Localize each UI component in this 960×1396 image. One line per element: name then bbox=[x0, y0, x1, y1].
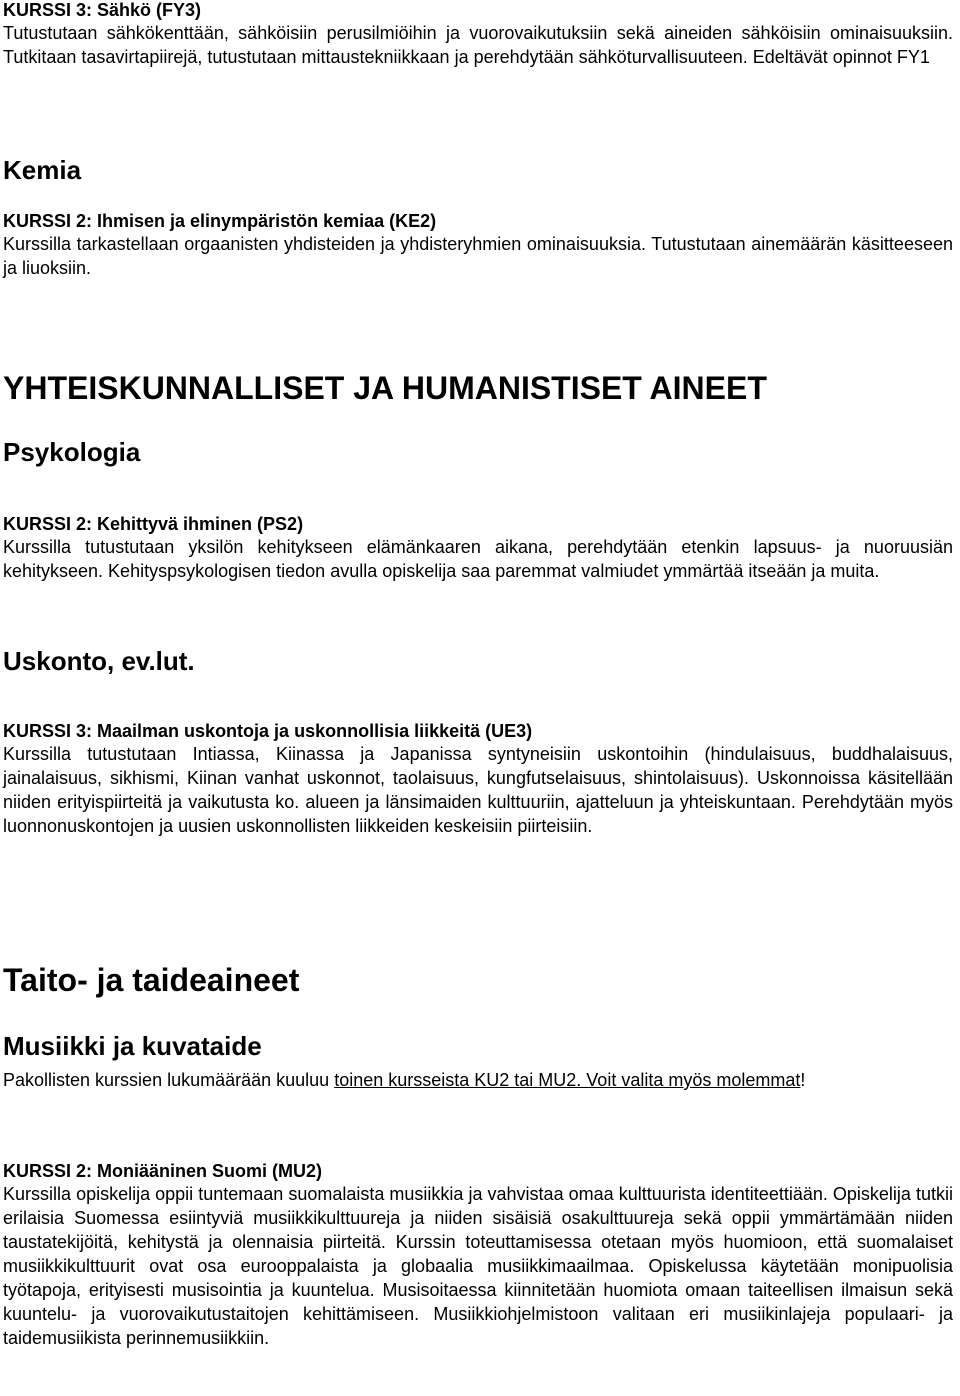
intro-text bbox=[3, 1068, 953, 1092]
section-heading-kemia: Kemia bbox=[3, 155, 82, 185]
course-description: Kurssilla tutustutaan yksilön kehitykseen elämänkaaren aikana, perehdytään etenkin lapsuus- ja nuoruusiän kehitykseen. Kehityspsykologisen tiedon avulla opiskelija saa paremmat valmiudet ymmärtää itseään ja muita. bbox=[3, 537, 953, 581]
course-description: Kurssilla opiskelija oppii tuntemaan suomalaista musiikkia ja vahvistaa omaa kulttuurista identiteettiään. Opiskelija tutkii erilaisia Suomessa esiintyviä musiikkikulttuureja ja niiden sisäisiä osakulttuureja sekä oppii ymmärtämään niiden taustatekijöitä, kehitystä ja olennaisia piirteitä. Kurssin toteuttamisessa otetaan myös huomioon, että suomalaiset musiikkikulttuurit ovat osa eurooppalaista ja globaalia musiikkimaailmaa. Opiskelussa käytetään monipuolisia työtapoja, erityisesti musisointia ja kuuntelua. Musisoitaessa kiinnitetään huomiota omaan taiteellisen ilmaisun sekä kuuntelu- ja vuorovaikutustaitojen kehittämiseen. Musiikkiohjelmistoon valitaan eri musiikinlajeja populaari- ja taidemusiikista perinnemusiikkiin. bbox=[3, 1184, 953, 1348]
course-description: Tutustutaan sähkökenttään, sähköisiin perusilmiöihin ja vuorovaikutuksiin sekä aineiden sähköisiin ominaisuuksiin. Tutkitaan tasavirtapiirejä, tutustutaan mittaustekniikkaan ja perehdytään sähköturvallisuuteen. Edeltävät opinnot FY1 bbox=[3, 23, 953, 67]
course-description: Kurssilla tarkastellaan orgaanisten yhdisteiden ja yhdisteryhmien ominaisuuksia. Tutustutaan ainemäärän käsitteeseen ja liuoksiin. bbox=[3, 234, 953, 278]
course-mu2 bbox=[3, 1161, 953, 1350]
main-heading-yhteiskunnalliset: YHTEISKUNNALLISET JA HUMANISTISET AINEET bbox=[3, 370, 767, 406]
course-ke2 bbox=[3, 211, 953, 280]
section-heading-uskonto: Uskonto, ev.lut. bbox=[3, 646, 195, 676]
main-heading-taito: Taito- ja taideaineet bbox=[3, 962, 300, 998]
course-ue3 bbox=[3, 721, 953, 838]
course-fy3 bbox=[3, 0, 953, 69]
intro-underlined: toinen kursseista KU2 tai MU2. Voit valita myös molemmat bbox=[334, 1070, 801, 1090]
course-description: Kurssilla tutustutaan Intiassa, Kiinassa ja Japanissa syntyneisiin uskontoihin (hindulaisuus, buddhalaisuus, jainalaisuus, sikhismi, Kiinan vanhat uskonnot, taolaisuus, kungfutselaisuus, shintolaisuus). Uskonnoissa käsitellään niiden erityispiirteitä ja vaikutusta ko. alueen ja länsimaiden kulttuuriin, ajatteluun ja yhteiskuntaan. Perehdytään myös luonnonuskontojen ja uusien uskonnollisten liikkeiden keskeisiin piirteisiin. bbox=[3, 744, 953, 836]
course-title: KURSSI 2: Moniääninen Suomi (MU2) bbox=[3, 1161, 323, 1181]
course-title: KURSSI 3: Maailman uskontoja ja uskonnollisia liikkeitä (UE3) bbox=[3, 721, 533, 741]
section-heading-psykologia: Psykologia bbox=[3, 437, 141, 467]
musiikki-intro bbox=[3, 1068, 953, 1092]
course-title: KURSSI 2: Ihmisen ja elinympäristön kemiaa (KE2) bbox=[3, 211, 437, 231]
intro-end: ! bbox=[800, 1070, 806, 1090]
section-heading-musiikki: Musiikki ja kuvataide bbox=[3, 1031, 262, 1061]
course-title: KURSSI 3: Sähkö (FY3) bbox=[3, 0, 202, 20]
intro-plain: Pakollisten kurssien lukumäärään kuuluu bbox=[3, 1070, 335, 1090]
course-ps2 bbox=[3, 514, 953, 583]
course-title: KURSSI 2: Kehittyvä ihminen (PS2) bbox=[3, 514, 304, 534]
